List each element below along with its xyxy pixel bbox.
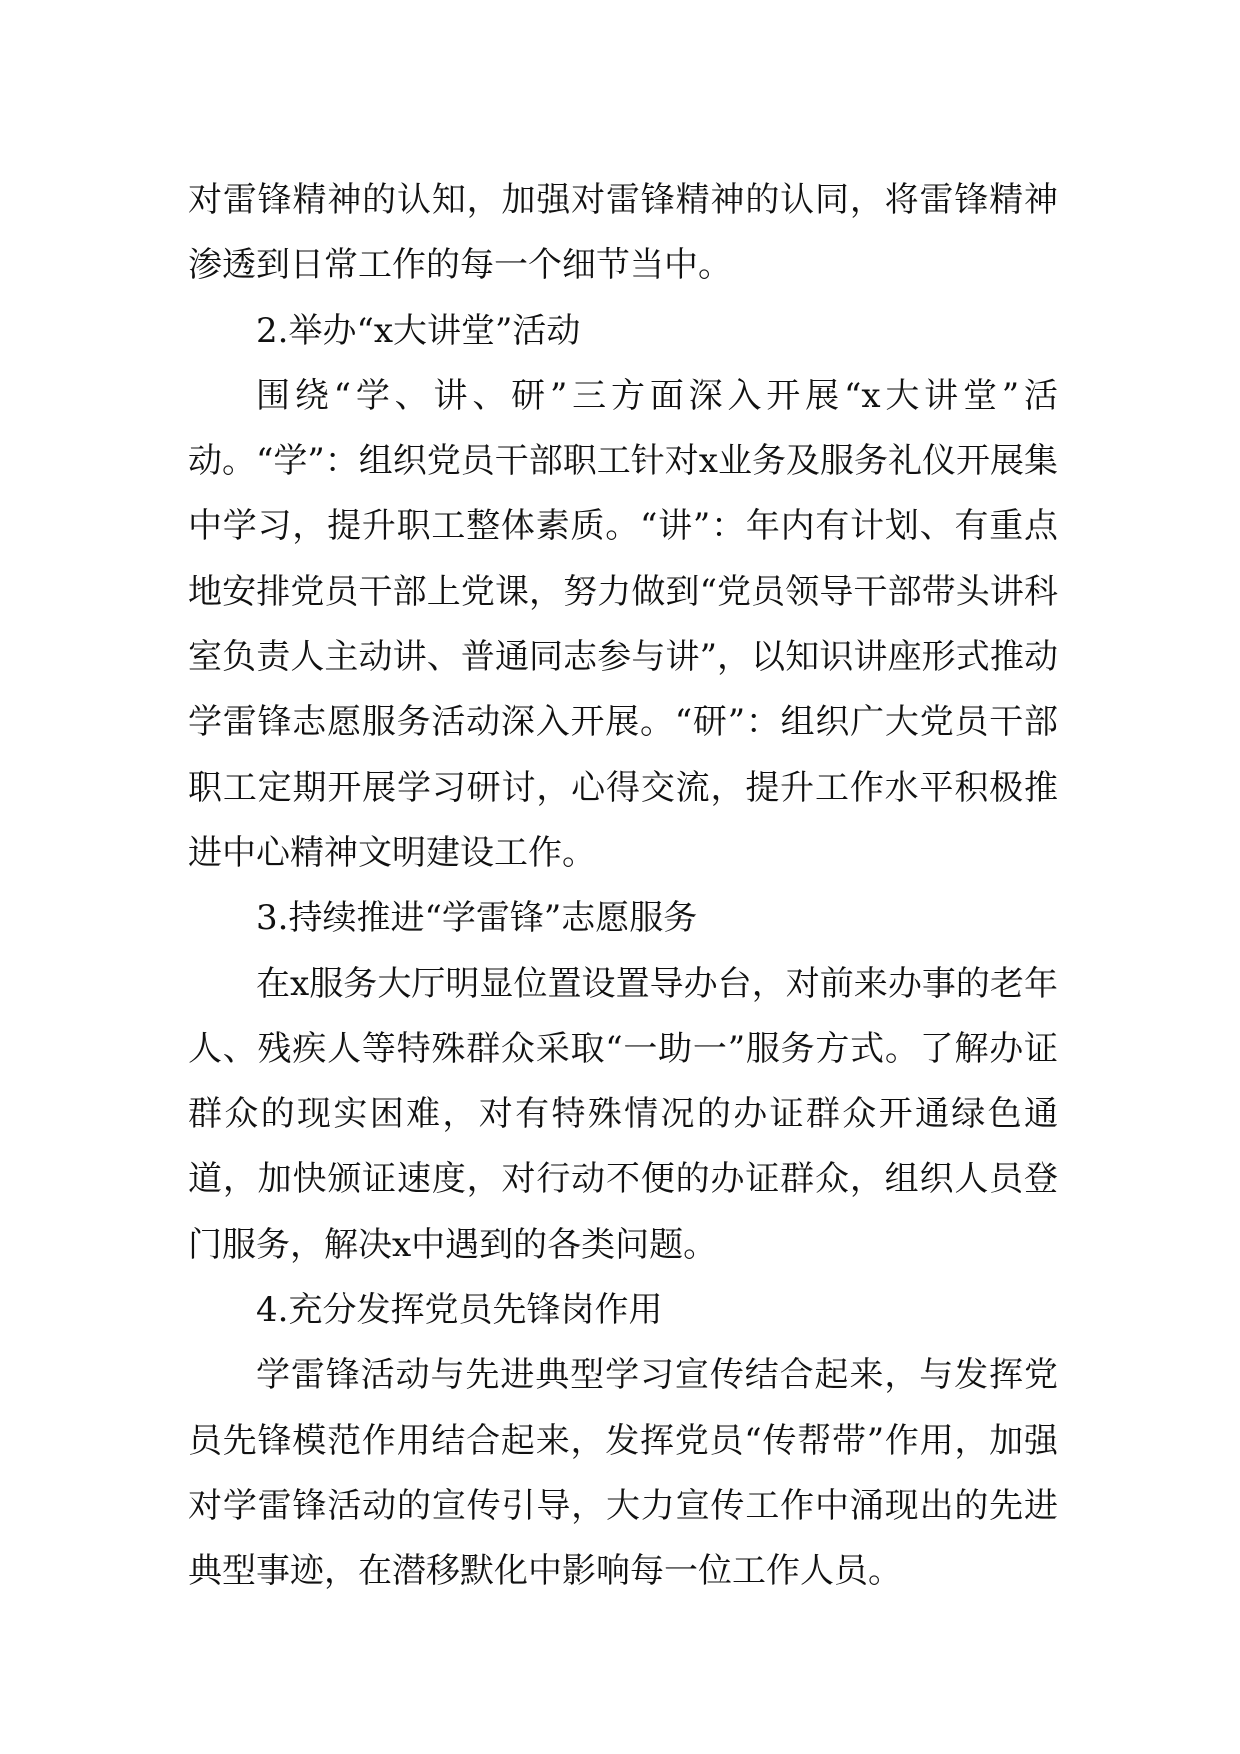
paragraph-lecture-hall: 围绕“学、讲、研”三方面深入开展“x大讲堂”活动。“学”：组织党员干部职工针对x业务及服务礼仪开展集中学习，提升职工整体素质。“讲”：年内有计划、有重点地安排党员干部上党课，努力做到“党员领导干部带头讲科室负责人主动讲、普通同志参与讲”，以知识讲座形式推动学雷锋志愿服务活动深入开展。“研”：组织广大党员干部职工定期开展学习研讨，心得交流，提升工作水平积极推进中心精神文明建设工作。 [188,375,1058,873]
section-heading-3: 3.持续推进“学雷锋”志愿服务 [256,898,698,939]
paragraph-volunteer-service: 在x服务大厅明显位置设置导办台，对前来办事的老年人、残疾人等特殊群众采取“一助一”服务方式。了解办证群众的现实困难，对有特殊情况的办证群众开通绿色通道，加快颁证速度，对行动不便的办证群众，组织人员登门服务，解决x中遇到的各类问题。 [188,963,1058,1265]
section-heading-2: 2.举办“x大讲堂”活动 [256,310,581,351]
section-heading-4: 4.充分发挥党员先锋岗作用 [256,1290,663,1331]
paragraph-party-member-role: 学雷锋活动与先进典型学习宣传结合起来，与发挥党员先锋模范作用结合起来，发挥党员“传帮带”作用，加强对学雷锋活动的宣传引导，大力宣传工作中涌现出的先进典型事迹，在潜移默化中影响每一位工作人员。 [188,1355,1058,1592]
document-body [188,168,1058,1605]
paragraph-continued: 对雷锋精神的认知，加强对雷锋精神的认同，将雷锋精神渗透到日常工作的每一个细节当中。 [188,180,1058,286]
